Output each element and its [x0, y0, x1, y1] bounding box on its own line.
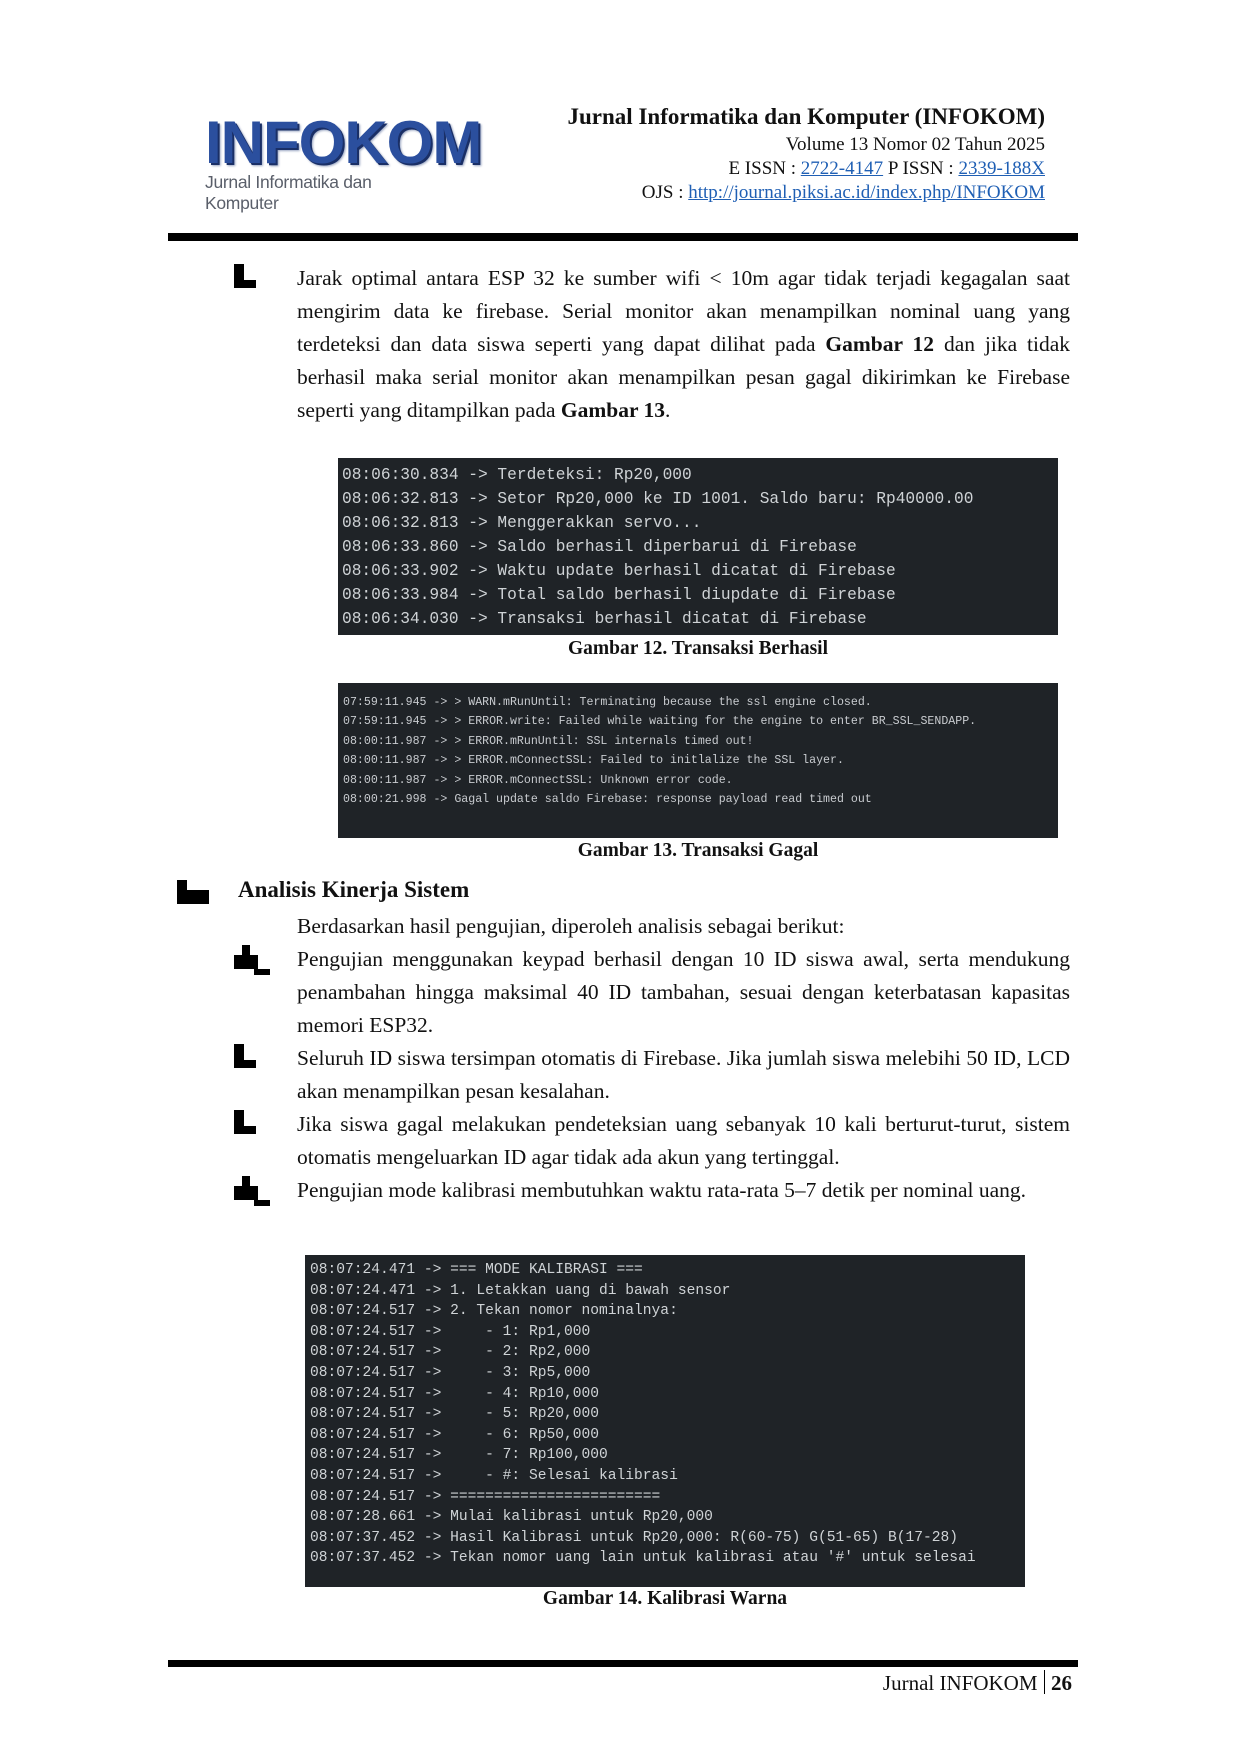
log-line: 08:07:24.517 -> - 4: Rp10,000 [310, 1385, 600, 1402]
footer-journal: Jurnal INFOKOM [882, 1671, 1038, 1695]
section-bullet-icon [177, 880, 199, 904]
log-line: 08:06:34.030 -> Transaksi berhasil dicatat di Firebase [342, 610, 867, 628]
figure-ref-12: Gambar 12 [825, 332, 935, 356]
log-line: 08:07:24.517 -> - 6: Rp50,000 [310, 1426, 600, 1443]
serial-monitor-calibration [305, 1255, 1025, 1587]
serial-monitor-failure [338, 683, 1058, 838]
journal-title: Jurnal Informatika dan Komputer (INFOKOM) [567, 104, 1045, 129]
log-line: 08:07:37.452 -> Hasil Kalibrasi untuk Rp20,000: R(60-75) G(51-65) B(17-28) [310, 1529, 959, 1546]
intro-text-2: dan jika tidak berhasil maka serial monitor akan menampilkan pesan gagal dikirimkan ke Firebase seperti yang ditampilkan pada [297, 332, 1070, 422]
log-line: 08:06:33.902 -> Waktu update berhasil dicatat di Firebase [342, 562, 896, 580]
figure-caption-13: Gambar 13. Transaksi Gagal [577, 840, 819, 861]
pissn-link[interactable]: 2339-188X [958, 158, 1045, 179]
eissn-label: E ISSN : [728, 158, 801, 179]
log-line: 08:06:32.813 -> Setor Rp20,000 ke ID 1001. Saldo baru: Rp40000.00 [342, 490, 974, 508]
pissn-label: P ISSN : [883, 158, 959, 179]
intro-text-1: Jarak optimal antara ESP 32 ke sumber wifi < 10m agar tidak terjadi kegagalan saat mengirim data ke firebase. Serial monitor akan menampilkan nominal uang yang terdeteksi dan data siswa seperti yang dapat dilihat pada [297, 266, 1070, 356]
page-number: 26 [1051, 1671, 1072, 1695]
footer-divider [168, 1660, 1078, 1667]
analysis-intro: Berdasarkan hasil pengujian, diperoleh analisis sebagai berikut: [297, 914, 845, 938]
log-line: 08:07:24.471 -> === MODE KALIBRASI === [310, 1262, 643, 1278]
logo-wordmark: INFOKOM [205, 109, 482, 176]
footer-separator [1044, 1670, 1046, 1694]
log-line: 08:06:33.860 -> Saldo berhasil diperbarui di Firebase [342, 538, 857, 556]
log-line: 08:00:11.987 -> > ERROR.mRunUntil: SSL internals timed out! [343, 734, 754, 748]
log-line: 08:07:24.471 -> 1. Letakkan uang di bawah sensor [310, 1282, 731, 1299]
log-line: 08:07:28.661 -> Mulai kalibrasi untuk Rp20,000 [310, 1509, 713, 1526]
log-line: 08:06:33.984 -> Total saldo berhasil diupdate di Firebase [342, 586, 896, 604]
bullet-icon [234, 1176, 256, 1200]
journal-issn [728, 158, 1045, 180]
log-line: 08:06:32.813 -> Menggerakkan servo... [342, 514, 702, 532]
log-line: 08:00:11.987 -> > ERROR.mConnectSSL: Unknown error code. [343, 773, 733, 787]
log-line: 08:07:24.517 -> - 5: Rp20,000 [310, 1406, 600, 1423]
log-line: 08:07:24.517 -> ======================== [310, 1488, 661, 1505]
bullet-icon [234, 1044, 256, 1068]
journal-ojs [642, 182, 1045, 204]
serial-monitor-success [338, 458, 1058, 635]
log-line: 08:07:24.517 -> 2. Tekan nomor nominalnya: [310, 1303, 678, 1320]
bullet-icon [234, 264, 256, 288]
figure-ref-13: Gambar 13 [560, 398, 666, 422]
eissn-link[interactable]: 2722-4147 [800, 158, 884, 179]
intro-paragraph [297, 262, 1070, 427]
journal-logo [205, 109, 482, 213]
ojs-label: OJS : [641, 182, 689, 203]
journal-volume: Volume 13 Nomor 02 Tahun 2025 [785, 134, 1045, 155]
figure-caption-14: Gambar 14. Kalibrasi Warna [542, 1588, 788, 1609]
bullet-icon [234, 945, 256, 969]
analysis-item: Seluruh ID siswa tersimpan otomatis di Firebase. Jika jumlah siswa melebihi 50 ID, LCD akan menampilkan pesan kesalahan. [297, 1046, 1070, 1103]
log-line: 08:07:37.452 -> Tekan nomor uang lain untuk kalibrasi atau '#' untuk selesai [310, 1550, 976, 1567]
analysis-item: Pengujian menggunakan keypad berhasil dengan 10 ID siswa awal, serta mendukung penambahan hingga maksimal 40 ID tambahan, sesuai dengan keterbatasan kapasitas memori ESP32. [297, 947, 1070, 1037]
log-line: 07:59:11.945 -> > ERROR.write: Failed while waiting for the engine to enter BR_SSL_SENDAPP. [343, 715, 977, 729]
section-heading: Analisis Kinerja Sistem [238, 877, 470, 902]
header-divider [168, 233, 1078, 241]
log-line: 08:07:24.517 -> - 1: Rp1,000 [310, 1323, 591, 1340]
bullet-icon [234, 1110, 256, 1134]
analysis-item: Jika siswa gagal melakukan pendeteksian uang sebanyak 10 kali berturut-turut, sistem otomatis mengeluarkan ID agar tidak ada akun yang tertinggal. [297, 1112, 1070, 1169]
page-footer [883, 1670, 1072, 1696]
ojs-link[interactable]: http://journal.piksi.ac.id/index.php/INFOKOM [688, 182, 1045, 203]
analysis-item: Pengujian mode kalibrasi membutuhkan waktu rata-rata 5–7 detik per nominal uang. [297, 1178, 1027, 1202]
log-line: 07:59:11.945 -> > WARN.mRunUntil: Terminating because the ssl engine closed. [343, 696, 872, 709]
log-line: 08:06:30.834 -> Terdeteksi: Rp20,000 [342, 466, 692, 484]
log-line: 08:00:21.998 -> Gagal update saldo Firebase: response payload read timed out [343, 793, 872, 807]
log-line: 08:07:24.517 -> - 2: Rp2,000 [310, 1344, 591, 1361]
intro-text-3: . [665, 398, 671, 422]
log-line: 08:07:24.517 -> - #: Selesai kalibrasi [310, 1467, 678, 1484]
figure-caption-12: Gambar 12. Transaksi Berhasil [567, 638, 829, 659]
log-line: 08:07:24.517 -> - 3: Rp5,000 [310, 1364, 591, 1381]
logo-subtitle: Jurnal Informatika dan Komputer [205, 172, 372, 213]
log-line: 08:00:11.987 -> > ERROR.mConnectSSL: Failed to initlalize the SSL layer. [343, 754, 844, 768]
log-line: 08:07:24.517 -> - 7: Rp100,000 [310, 1447, 608, 1464]
